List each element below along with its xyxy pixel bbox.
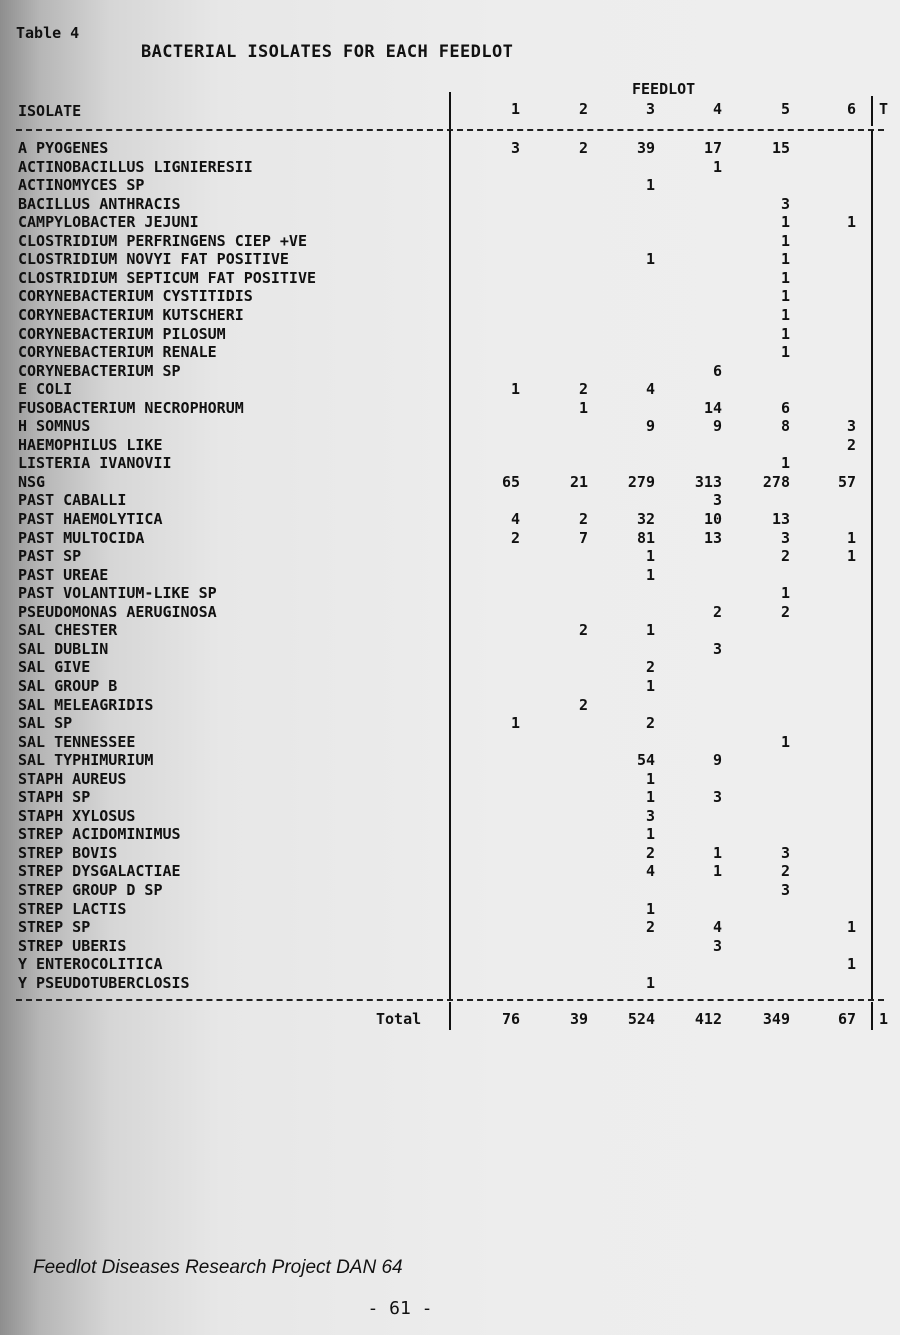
table-row <box>0 900 900 919</box>
count-feedlot-5: 3 <box>780 528 790 547</box>
table-row <box>0 436 900 455</box>
table-row <box>0 399 900 418</box>
total-feedlot-6: 67 <box>837 1010 856 1028</box>
table-row <box>0 362 900 381</box>
count-feedlot-1: 1 <box>510 714 520 733</box>
isolate-name: SAL GIVE <box>18 658 91 677</box>
table-row <box>0 658 900 677</box>
count-feedlot-5: 3 <box>780 194 790 213</box>
total-feedlot-1: 76 <box>501 1010 520 1028</box>
isolate-name: CLOSTRIDIUM SEPTICUM FAT POSITIVE <box>18 268 317 287</box>
count-feedlot-5: 1 <box>780 287 790 306</box>
count-feedlot-3: 1 <box>645 899 655 918</box>
count-feedlot-1: 1 <box>510 380 520 399</box>
isolate-name: SAL MELEAGRIDIS <box>18 695 154 714</box>
isolate-name: CORYNEBACTERIUM KUTSCHERI <box>18 305 244 324</box>
table-row <box>0 417 900 436</box>
count-feedlot-6: 1 <box>846 547 856 566</box>
column-header-feedlot-6: 6 <box>846 100 856 118</box>
column-header-feedlot-2: 2 <box>578 100 588 118</box>
table-row <box>0 473 900 492</box>
table-row <box>0 603 900 622</box>
count-feedlot-2: 21 <box>569 472 588 491</box>
table-row <box>0 566 900 585</box>
table-row <box>0 696 900 715</box>
total-label: Total <box>376 1010 422 1028</box>
isolate-name: CLOSTRIDIUM NOVYI FAT POSITIVE <box>18 250 289 269</box>
column-header-feedlot-5: 5 <box>780 100 790 118</box>
count-feedlot-3: 39 <box>636 139 655 157</box>
table-row <box>0 306 900 325</box>
count-feedlot-5: 6 <box>780 398 790 417</box>
isolate-name: H SOMNUS <box>18 417 91 436</box>
count-feedlot-2: 1 <box>578 398 588 417</box>
total-feedlot-2: 39 <box>569 1010 588 1028</box>
count-feedlot-4: 6 <box>712 361 722 380</box>
total-feedlot-4: 412 <box>694 1010 722 1028</box>
isolate-name: Y PSEUDOTUBERCLOSIS <box>18 973 190 992</box>
column-divider-top <box>449 92 451 130</box>
count-feedlot-1: 65 <box>501 472 520 491</box>
count-feedlot-3: 1 <box>645 676 655 695</box>
isolate-name: SAL CHESTER <box>18 621 118 640</box>
column-divider-total <box>449 1002 451 1030</box>
count-feedlot-4: 17 <box>703 139 722 157</box>
table-row <box>0 844 900 863</box>
table-row <box>0 881 900 900</box>
table-row <box>0 232 900 251</box>
total-feedlot-3: 524 <box>627 1010 655 1028</box>
table-label: Table 4 <box>16 24 80 42</box>
isolate-name: PAST UREAE <box>18 565 109 584</box>
count-feedlot-4: 10 <box>703 510 722 528</box>
table-row <box>0 287 900 306</box>
table-row <box>0 918 900 937</box>
table-row <box>0 269 900 288</box>
isolate-name: CLOSTRIDIUM PERFRINGENS CIEP +VE <box>18 231 307 250</box>
isolate-name: SAL GROUP B <box>18 676 118 695</box>
count-feedlot-6: 1 <box>846 918 856 937</box>
count-feedlot-3: 1 <box>645 565 655 584</box>
count-feedlot-3: 2 <box>645 658 655 677</box>
count-feedlot-4: 3 <box>712 491 722 510</box>
total-grand-partial: 1 <box>878 1010 888 1028</box>
isolate-name: A PYOGENES <box>18 139 109 157</box>
count-feedlot-6: 1 <box>846 213 856 232</box>
count-feedlot-3: 279 <box>627 472 655 491</box>
isolate-name: CORYNEBACTERIUM RENALE <box>18 343 217 362</box>
isolate-name: STREP ACIDOMINIMUS <box>18 825 181 844</box>
isolate-name: LISTERIA IVANOVII <box>18 454 172 473</box>
isolate-name: STAPH XYLOSUS <box>18 806 136 825</box>
count-feedlot-3: 2 <box>645 918 655 937</box>
table-row <box>0 250 900 269</box>
count-feedlot-3: 4 <box>645 862 655 881</box>
count-feedlot-2: 2 <box>578 380 588 399</box>
count-feedlot-4: 1 <box>712 843 722 862</box>
count-feedlot-3: 2 <box>645 843 655 862</box>
count-feedlot-3: 1 <box>645 176 655 195</box>
table-row <box>0 621 900 640</box>
count-feedlot-5: 1 <box>780 305 790 324</box>
isolate-column-header: ISOLATE <box>18 102 82 120</box>
table-row <box>0 195 900 214</box>
page-number: - 61 - <box>367 1298 433 1319</box>
count-feedlot-5: 15 <box>771 139 790 157</box>
count-feedlot-6: 1 <box>846 955 856 974</box>
feedlot-group-header: FEEDLOT <box>632 80 696 98</box>
isolate-name: STREP UBERIS <box>18 936 127 955</box>
isolate-name: PSEUDOMONAS AERUGINOSA <box>18 602 217 621</box>
isolate-name: STREP DYSGALACTIAE <box>18 862 181 881</box>
count-feedlot-1: 2 <box>510 528 520 547</box>
count-feedlot-4: 2 <box>712 602 722 621</box>
column-header-feedlot-3: 3 <box>645 100 655 118</box>
count-feedlot-3: 54 <box>636 751 655 770</box>
count-feedlot-4: 14 <box>703 398 722 417</box>
table-row <box>0 714 900 733</box>
count-feedlot-3: 81 <box>636 528 655 547</box>
count-feedlot-5: 1 <box>780 454 790 473</box>
count-feedlot-6: 1 <box>846 528 856 547</box>
table-row <box>0 510 900 529</box>
count-feedlot-3: 2 <box>645 714 655 733</box>
count-feedlot-3: 1 <box>645 769 655 788</box>
count-feedlot-2: 2 <box>578 139 588 157</box>
count-feedlot-2: 2 <box>578 695 588 714</box>
isolate-name: PAST CABALLI <box>18 491 127 510</box>
count-feedlot-5: 1 <box>780 584 790 603</box>
count-feedlot-1: 3 <box>510 139 520 157</box>
isolate-name: PAST SP <box>18 547 82 566</box>
isolate-name: CORYNEBACTERIUM SP <box>18 361 181 380</box>
table-row <box>0 733 900 752</box>
count-feedlot-6: 3 <box>846 417 856 436</box>
table-row <box>0 974 900 993</box>
count-feedlot-4: 4 <box>712 918 722 937</box>
table-row <box>0 770 900 789</box>
count-feedlot-5: 1 <box>780 213 790 232</box>
isolate-name: PAST MULTOCIDA <box>18 528 145 547</box>
count-feedlot-3: 1 <box>645 250 655 269</box>
column-header-feedlot-1: 1 <box>510 100 520 118</box>
isolate-name: CORYNEBACTERIUM CYSTITIDIS <box>18 287 253 306</box>
footer-project-name: Feedlot Diseases Research Project DAN 64 <box>33 1257 403 1278</box>
isolate-name: FUSOBACTERIUM NECROPHORUM <box>18 398 244 417</box>
table-row <box>0 529 900 548</box>
isolate-name: BACILLUS ANTHRACIS <box>18 194 181 213</box>
table-row <box>0 955 900 974</box>
count-feedlot-3: 4 <box>645 380 655 399</box>
total-rule <box>16 999 884 1001</box>
table-row <box>0 343 900 362</box>
count-feedlot-5: 2 <box>780 862 790 881</box>
count-feedlot-5: 1 <box>780 732 790 751</box>
isolate-name: PAST HAEMOLYTICA <box>18 510 163 528</box>
count-feedlot-3: 3 <box>645 806 655 825</box>
column-header-feedlot-4: 4 <box>712 100 722 118</box>
count-feedlot-6: 57 <box>837 472 856 491</box>
count-feedlot-2: 2 <box>578 510 588 528</box>
table-row <box>0 584 900 603</box>
count-feedlot-3: 1 <box>645 788 655 807</box>
isolate-name: NSG <box>18 472 46 491</box>
count-feedlot-5: 13 <box>771 510 790 528</box>
table-row <box>0 640 900 659</box>
isolate-name: SAL TENNESSEE <box>18 732 136 751</box>
count-feedlot-4: 3 <box>712 936 722 955</box>
count-feedlot-3: 32 <box>636 510 655 528</box>
table-row <box>0 213 900 232</box>
table-row <box>0 491 900 510</box>
count-feedlot-4: 3 <box>712 788 722 807</box>
count-feedlot-4: 9 <box>712 751 722 770</box>
isolate-name: HAEMOPHILUS LIKE <box>18 435 163 454</box>
count-feedlot-5: 8 <box>780 417 790 436</box>
count-feedlot-5: 1 <box>780 268 790 287</box>
table-row <box>0 862 900 881</box>
count-feedlot-2: 2 <box>578 621 588 640</box>
count-feedlot-4: 313 <box>694 472 722 491</box>
count-feedlot-5: 3 <box>780 843 790 862</box>
isolate-name: PAST VOLANTIUM-LIKE SP <box>18 584 217 603</box>
count-feedlot-3: 1 <box>645 973 655 992</box>
table-row <box>0 788 900 807</box>
count-feedlot-4: 3 <box>712 639 722 658</box>
isolate-name: STREP BOVIS <box>18 843 118 862</box>
isolate-name: E COLI <box>18 380 73 399</box>
count-feedlot-5: 278 <box>762 472 790 491</box>
table-row <box>0 751 900 770</box>
table-row <box>0 380 900 399</box>
count-feedlot-3: 1 <box>645 547 655 566</box>
isolate-name: SAL SP <box>18 714 73 733</box>
isolate-name: SAL DUBLIN <box>18 639 109 658</box>
isolate-name: CAMPYLOBACTER JEJUNI <box>18 213 199 232</box>
table-row <box>0 139 900 158</box>
isolate-name: SAL TYPHIMURIUM <box>18 751 154 770</box>
count-feedlot-4: 1 <box>712 157 722 176</box>
count-feedlot-4: 1 <box>712 862 722 881</box>
total-divider-top <box>871 96 873 126</box>
table-row <box>0 937 900 956</box>
count-feedlot-2: 7 <box>578 528 588 547</box>
total-feedlot-5: 349 <box>762 1010 790 1028</box>
count-feedlot-3: 1 <box>645 621 655 640</box>
isolate-name: ACTINOBACILLUS LIGNIERESII <box>18 157 253 176</box>
count-feedlot-5: 1 <box>780 231 790 250</box>
isolate-name: CORYNEBACTERIUM PILOSUM <box>18 324 226 343</box>
count-feedlot-5: 1 <box>780 343 790 362</box>
column-header-total-partial: T <box>878 100 888 118</box>
table-row <box>0 325 900 344</box>
isolate-name: STAPH SP <box>18 788 91 807</box>
isolate-name: STREP GROUP D SP <box>18 881 163 899</box>
table-row <box>0 158 900 177</box>
table-row <box>0 677 900 696</box>
count-feedlot-4: 13 <box>703 528 722 547</box>
count-feedlot-1: 4 <box>510 510 520 528</box>
count-feedlot-5: 1 <box>780 250 790 269</box>
table-row <box>0 547 900 566</box>
count-feedlot-5: 1 <box>780 324 790 343</box>
count-feedlot-3: 1 <box>645 825 655 844</box>
count-feedlot-5: 2 <box>780 547 790 566</box>
table-row <box>0 807 900 826</box>
isolate-name: Y ENTEROCOLITICA <box>18 955 163 974</box>
page-title: BACTERIAL ISOLATES FOR EACH FEEDLOT <box>141 42 514 62</box>
count-feedlot-5: 2 <box>780 602 790 621</box>
isolate-name: STREP LACTIS <box>18 899 127 918</box>
isolate-name: STAPH AUREUS <box>18 769 127 788</box>
isolate-name: ACTINOMYCES SP <box>18 176 145 195</box>
isolate-name: STREP SP <box>18 918 91 937</box>
table-row <box>0 454 900 473</box>
count-feedlot-6: 2 <box>846 435 856 454</box>
count-feedlot-3: 9 <box>645 417 655 436</box>
count-feedlot-4: 9 <box>712 417 722 436</box>
table-row <box>0 176 900 195</box>
count-feedlot-5: 3 <box>780 881 790 899</box>
table-row <box>0 825 900 844</box>
